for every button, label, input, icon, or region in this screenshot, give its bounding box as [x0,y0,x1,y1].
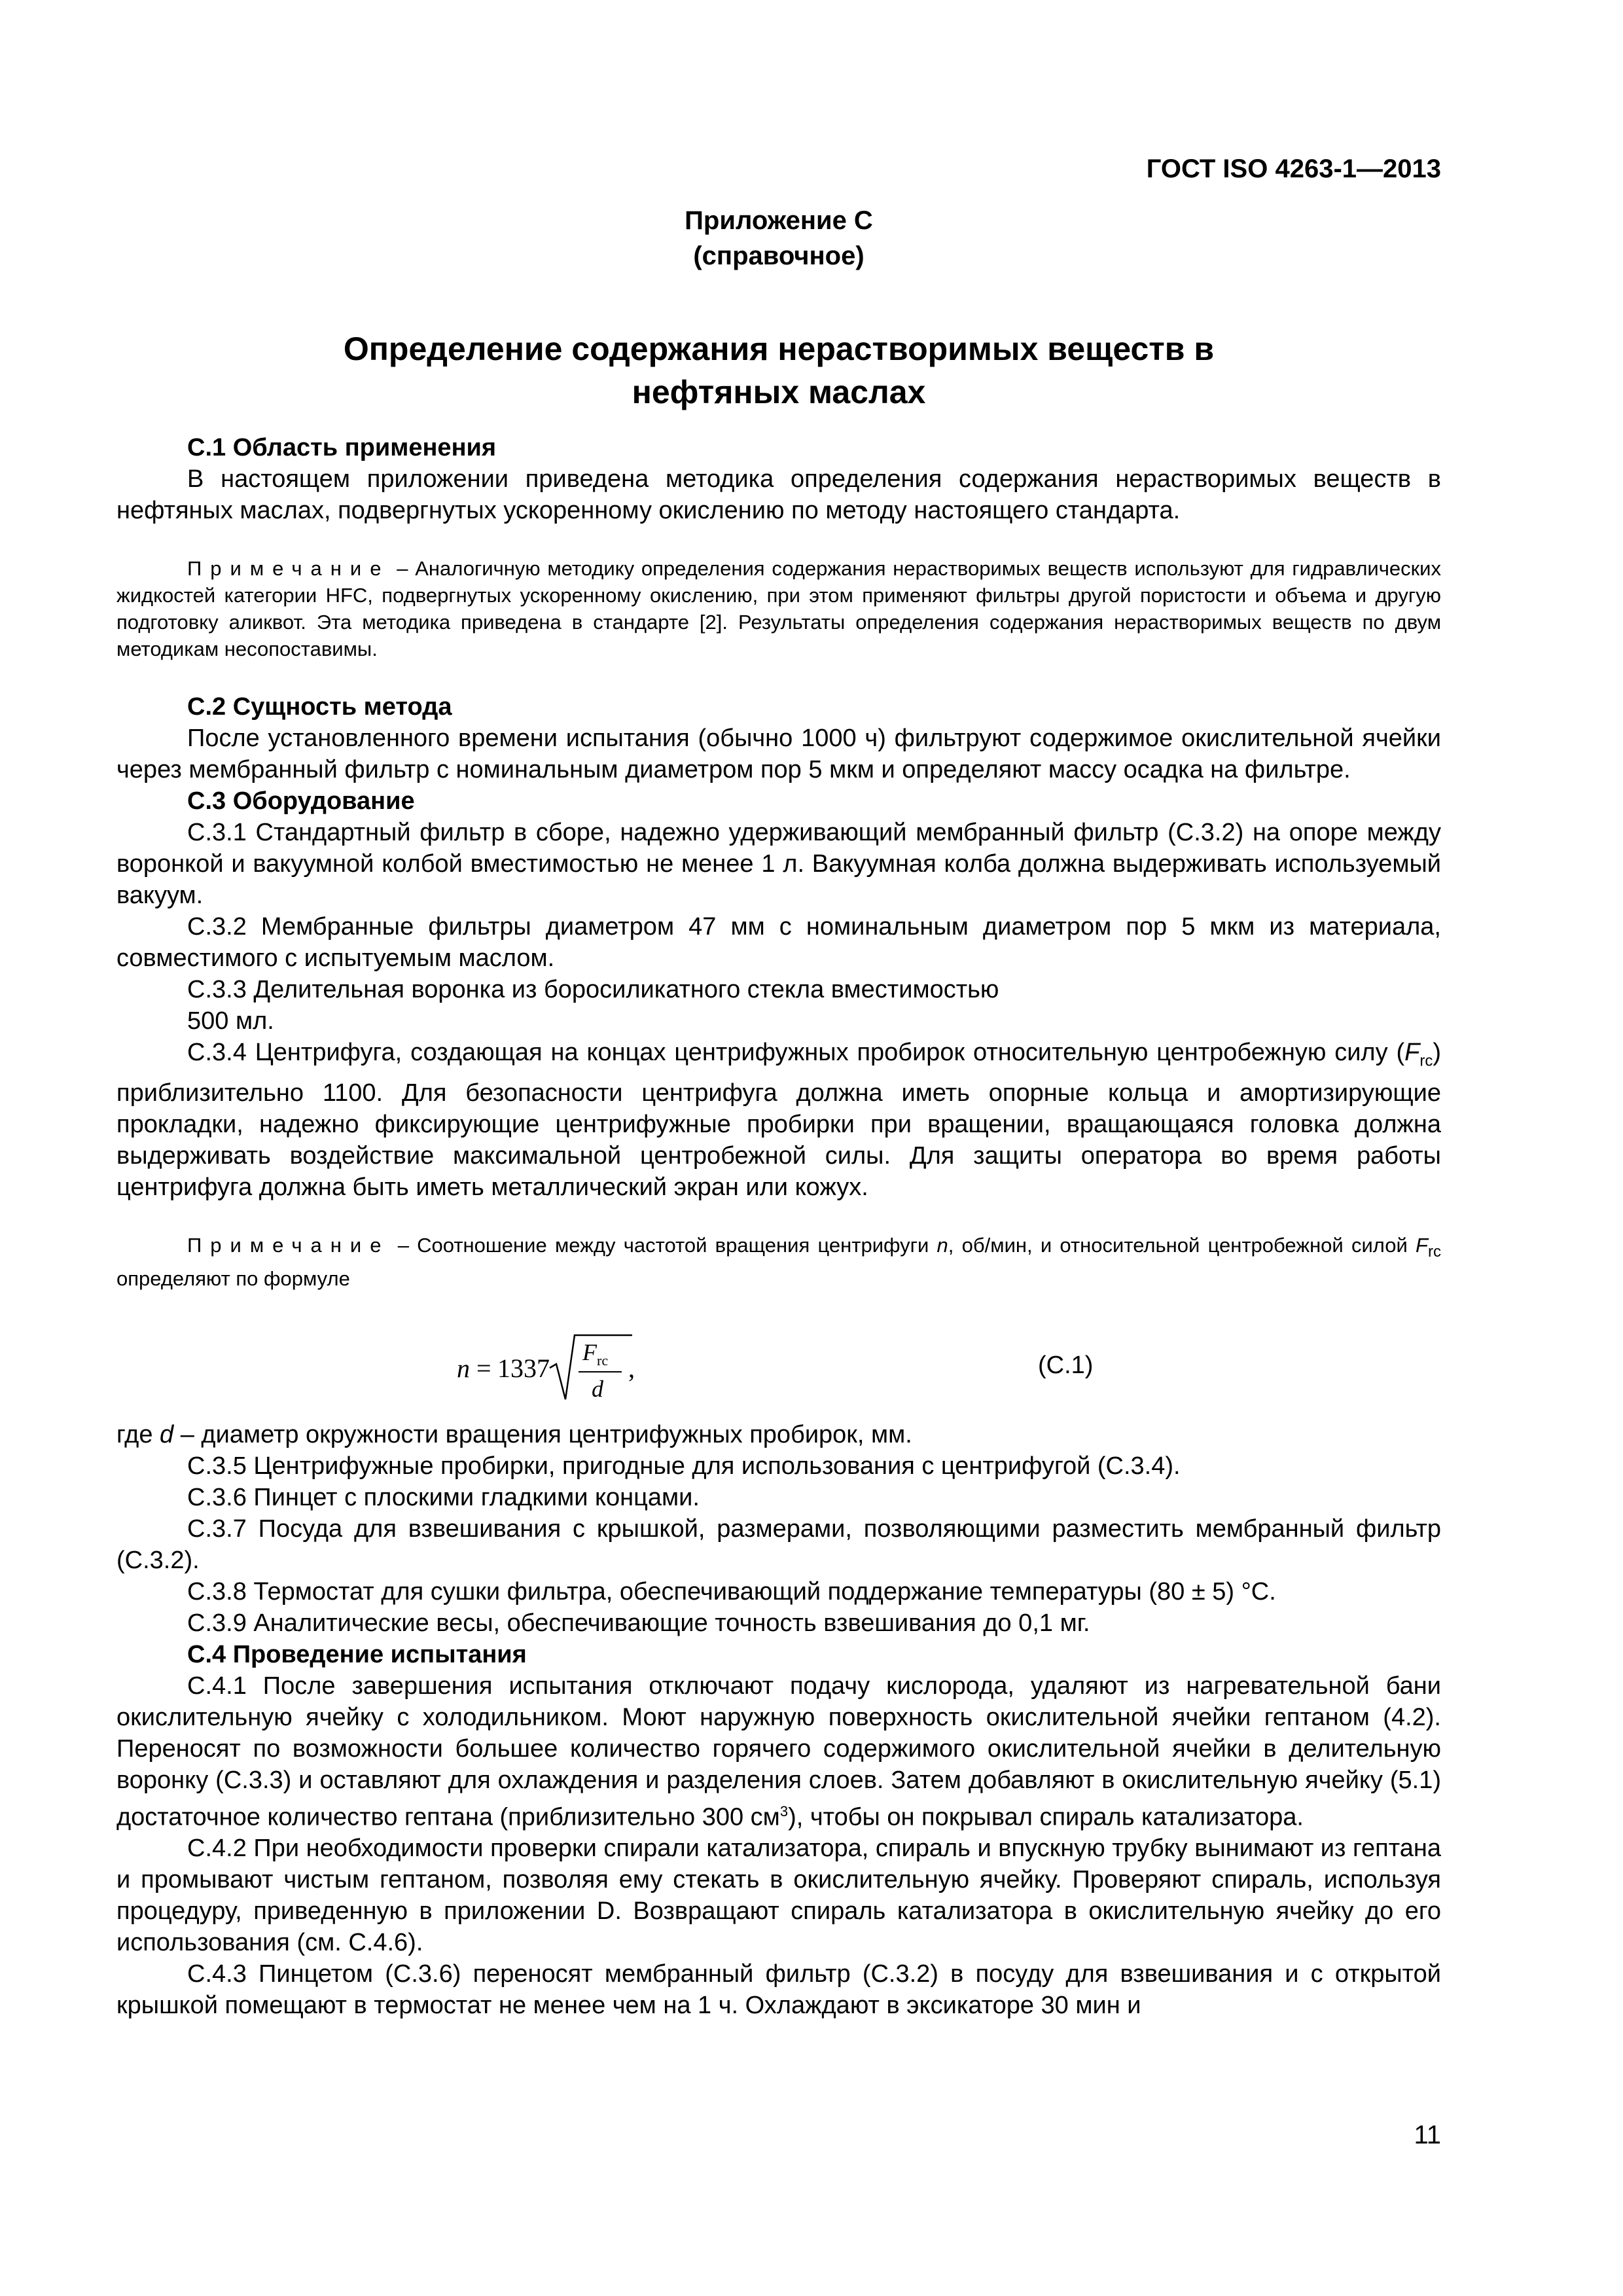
title-line-2: нефтяных маслах [632,374,926,410]
paragraph-c3-6: С.3.6 Пинцет с плоскими гладкими концами. [187,1483,700,1511]
body-text [116,432,1441,2021]
text-fragment: где [116,1420,153,1448]
paragraph-c3-3-volume: 500 мл. [187,1007,274,1035]
paragraph-c3-8: С.3.8 Термостат для сушки фильтра, обеспечивающий поддержание температуры (80 ± 5) °С. [187,1577,1276,1605]
text-fragment: С.3.4 Центрифуга, создающая на концах центрифужных пробирок относительную центробежную силу ( [187,1039,1405,1066]
paragraph-c3-2: С.3.2 Мембранные фильтры диаметром 47 мм с номинальным диаметром пор 5 мкм из материала, совместимого с испытуемым маслом. [116,913,1441,972]
formula-equals: = [476,1353,491,1383]
note-1 [116,555,1441,662]
text-fragment: ), чтобы он покрывал спираль катализатора. [788,1803,1304,1831]
text-fragment: ) приблизительно 1100. Для безопасности центрифуга должна иметь опорные кольца и амортизирующие прокладки, надежно фиксирующие центрифужные пробирки при вращении, вращающаяся головка должна выдерживать воздействие максимальной центробежной силы. Для защиты оператора во время работы центрифуга должна быть иметь металлический экран или кожух. [116,1039,1441,1201]
formula-denominator: d [592,1375,603,1402]
paragraph-c4-2: С.4.2 При необходимости проверки спирали катализатора, спираль и впускную трубку вынимают из гептана и промывают чистым гептаном, позволяя ему стекать в окислительную ячейку. Проверяют спираль, используя процедуру, приведенную в приложении D. Возвращают спираль катализатора в окислительную ячейку до его использования (см. С.4.6). [116,1835,1441,1957]
subscript-rc: rc [1419,1052,1433,1070]
annex-heading [116,203,1441,274]
page-number: 11 [1414,2121,1441,2149]
heading-c2: С.2 Сущность метода [187,693,452,721]
subscript-rc: rc [1427,1242,1441,1261]
document-code: ГОСТ ISO 4263-1—2013 [1146,154,1441,183]
formula-comma: , [628,1353,635,1383]
title-line-1: Определение содержания нерастворимых веществ в [343,331,1215,367]
formula-numerator: F [582,1338,597,1365]
paragraph-c4-1 [116,1670,1441,1833]
note-label: Примечание [187,1233,390,1257]
paragraph-c3-4 [116,1037,1441,1203]
formula-lhs: n [457,1353,470,1383]
variable-n: n [936,1233,948,1257]
heading-c1: С.1 Область применения [187,434,497,461]
document-page [116,0,1441,2296]
text-fragment: – диаметр окружности вращения центрифужных пробирок, мм. [180,1420,912,1448]
formula-explanation [116,1419,1441,1450]
paragraph-c3-5: С.3.5 Центрифужные пробирки, пригодные для использования с центрифугой (С.3.4). [187,1452,1181,1480]
variable-f: F [1404,1039,1420,1066]
formula-coefficient: 1337 [497,1353,550,1383]
paragraph-c2: После установленного времени испытания (обычно 1000 ч) фильтруют содержимое окислительной ячейки через мембранный фильтр с номинальным диаметром пор 5 мкм и определяют массу осадка на фильтре. [116,725,1441,783]
heading-c3: С.3 Оборудование [187,787,415,815]
text-fragment: , об/мин, и относительной центробежной силой [948,1233,1408,1257]
annex-label: Приложение С [685,206,873,235]
section-title [116,327,1441,414]
note-label: Примечание [187,557,390,580]
formula-numerator-subscript: rc [597,1352,609,1369]
variable-f: F [1416,1233,1428,1257]
paragraph-c4-3: С.4.3 Пинцетом (С.3.6) переносят мембранный фильтр (С.3.2) в посуду для взвешивания и с открытой крышкой помещают в термостат не менее чем на 1 ч. Охлаждают в эксикаторе 30 мин и [116,1960,1441,2020]
paragraph-c3-1: С.3.1 Стандартный фильтр в сборе, надежно удерживающий мембранный фильтр (С.3.2) на опоре между воронкой и вакуумной колбой вместимостью не менее 1 л. Вакуумная колба должна выдерживать используемый вакуум. [116,819,1441,909]
formula-number: (С.1) [1038,1351,1094,1379]
text-fragment: определяют по формуле [116,1266,350,1290]
paragraph-c3-9: С.3.9 Аналитические весы, обеспечивающие точность взвешивания до 0,1 мг. [187,1609,1090,1637]
paragraph-c1: В настоящем приложении приведена методика определения содержания нерастворимых веществ в нефтяных маслах, подвергнутых ускоренному окислению по методу настоящего стандарта. [116,465,1441,524]
note-2 [116,1232,1441,1292]
paragraph-c3-3: С.3.3 Делительная воронка из боросиликатного стекла вместимостью [187,976,999,1003]
paragraph-c3-7: С.3.7 Посуда для взвешивания с крышкой, размерами, позволяющими разместить мембранный фильтр (С.3.2). [116,1515,1441,1574]
heading-c4: С.4 Проведение испытания [187,1640,527,1668]
formula-expression [457,1326,653,1418]
text-fragment: – Соотношение между частотой вращения центрифуги [397,1233,929,1257]
note-1-text: – Аналогичную методику определения содержания нерастворимых веществ используют для гидравлических жидкостей категории HFC, подвергнутых ускоренному окислению, при этом применяют фильтры другой пористости и объема и другую подготовку аликвот. Эта методика приведена в стандарте [2]. Результаты определения содержания нерастворимых веществ по двум методикам несопоставимы. [116,557,1441,660]
superscript-3: 3 [779,1803,789,1820]
variable-d: d [160,1420,174,1448]
text-fragment: С.4.1 После завершения испытания отключают подачу кислорода, удаляют из нагревательной бани окислительную ячейку с холодильником. Моют наружную поверхность окислительной ячейки гептаном (4.2). Переносят по возможности большее количество горячего содержимого окислительной ячейки в делительную воронку (С.3.3) и оставляют для охлаждения и разделения слоев. Затем добавляют в окислительную ячейку (5.1) достаточное количество гептана (приблизительно 300 см [116,1672,1441,1831]
formula-c1 [116,1321,1441,1419]
annex-type: (справочное) [693,242,865,270]
